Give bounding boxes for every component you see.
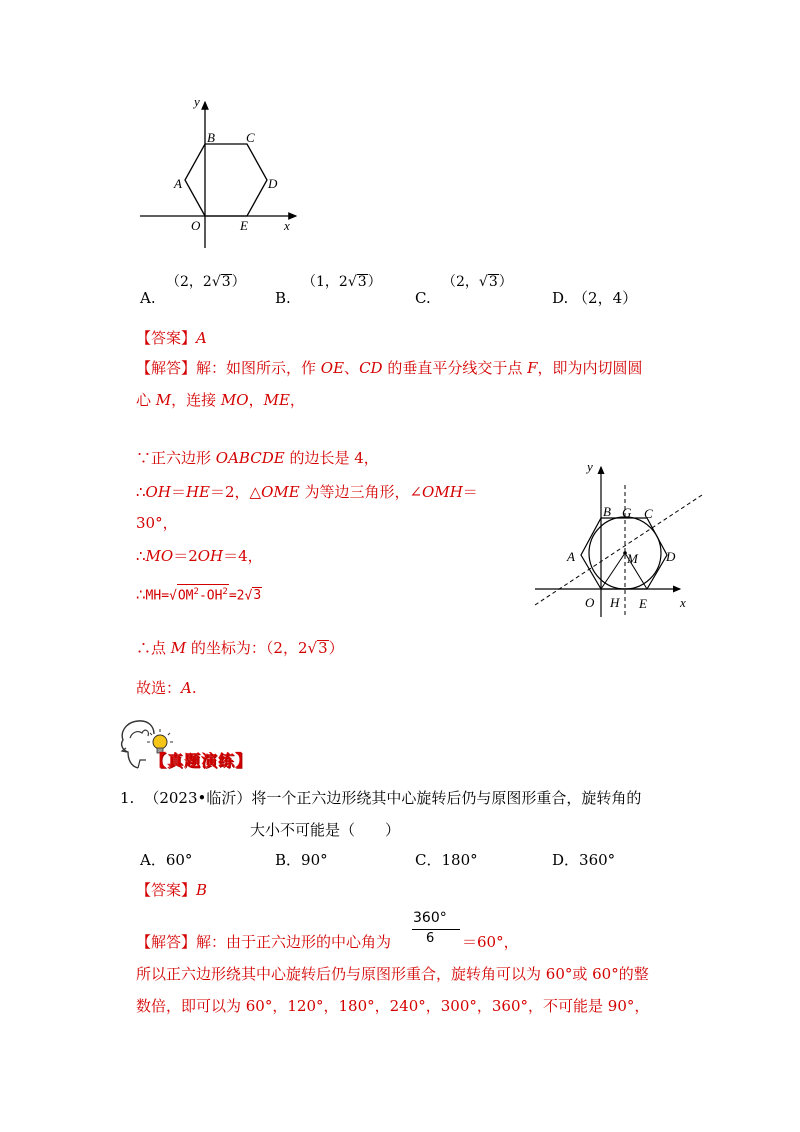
question-1-option-D: D．360° xyxy=(552,851,616,869)
solution-1-line-9: 故选：A. xyxy=(136,679,197,697)
point-label-B-2: B xyxy=(603,504,611,519)
option-A-label: A. xyxy=(140,289,156,307)
hexagon-figure-2 xyxy=(530,455,705,620)
solution-2-line-3: 数倍，即可以为 60°，120°，180°，240°，300°，360°，不可能是 90°， xyxy=(136,997,650,1015)
option-C-value: （2，√3） xyxy=(442,274,513,290)
point-label-B: B xyxy=(207,130,215,145)
solution-2-line-1: 【解答】解：由于正六边形的中心角为 xyxy=(136,933,392,951)
point-label-M-2: M xyxy=(627,551,638,566)
point-label-E: E xyxy=(240,218,248,233)
hexagon xyxy=(185,144,267,216)
solution-1-line-8: ∴点 M 的坐标为：（2，2√3） xyxy=(136,639,344,657)
axis-label-x: x xyxy=(284,218,290,233)
point-label-C: C xyxy=(246,130,255,145)
fraction-bar xyxy=(412,929,460,930)
solution-1-line-5: 30°， xyxy=(136,514,178,532)
answer-1: 【答案】A xyxy=(136,329,207,347)
solution-1-line-7: $\therefore MH=√OM^2-OH^2=2√3$ xyxy=(136,585,262,604)
axis-label-x-2: x xyxy=(680,595,686,610)
fraction-numerator: 360° xyxy=(413,910,447,926)
section-title: 【真题演练】 xyxy=(150,751,253,770)
question-1-line-1: 1. （2023•临沂）将一个正六边形绕其中心旋转后仍与原图形重合，旋转角的 xyxy=(120,789,642,807)
option-C-label: C. xyxy=(415,289,431,307)
point-label-A-2: A xyxy=(567,549,575,564)
solution-1-line-3: ∵正六边形 OABCDE 的边长是 4， xyxy=(136,449,379,467)
point-label-H-2: H xyxy=(610,595,620,610)
point-label-D: D xyxy=(268,176,278,191)
point-label-A: A xyxy=(174,176,182,191)
solution-1-line-1: 【解答】解：如图所示，作 OE、CD 的垂直平分线交于点 F，即为内切圆圆 xyxy=(136,359,643,377)
solution-2-line-2: 所以正六边形绕其中心旋转后仍与原图形重合，旋转角可以为 60°或 60°的整 xyxy=(136,965,649,983)
answer-2: 【答案】B xyxy=(136,881,208,899)
point-label-E-2: E xyxy=(639,596,647,611)
question-1-option-A: A．60° xyxy=(140,851,193,869)
option-B-label: B. xyxy=(275,289,291,307)
point-label-C-2: C xyxy=(644,506,653,521)
option-B xyxy=(275,288,291,308)
point-label-O-2: O xyxy=(585,595,595,610)
solution-1-line-2: 心 M，连接 MO，ME， xyxy=(136,391,305,409)
solution-1-line-4: ∴OH＝HE＝2，△OME 为等边三角形，∠OMH＝ xyxy=(136,483,478,501)
axis-label-y: y xyxy=(194,94,200,109)
point-label-G-2: G xyxy=(622,505,632,520)
hexagon-figure-1 xyxy=(130,90,310,250)
option-A-value: （2，2√3） xyxy=(166,274,246,290)
solution-1-line-6: ∴MO＝2OH＝4， xyxy=(136,547,263,565)
axis-label-y-2: y xyxy=(587,459,593,474)
option-B-value: （1，2√3） xyxy=(302,274,382,290)
fraction-denominator: 6 xyxy=(426,931,435,946)
question-1-option-C: C．180° xyxy=(415,851,478,869)
point-label-O: O xyxy=(191,218,201,233)
point-label-D-2: D xyxy=(666,549,676,564)
option-C xyxy=(415,288,431,308)
question-1-option-B: B．90° xyxy=(275,851,328,869)
segment-MO xyxy=(601,553,625,589)
option-A xyxy=(140,288,156,308)
solution-2-line-1b: ＝60°， xyxy=(462,933,519,951)
question-1-line-2: 大小不可能是（ ） xyxy=(250,821,401,839)
option-D: D. （2，4） xyxy=(552,289,638,307)
